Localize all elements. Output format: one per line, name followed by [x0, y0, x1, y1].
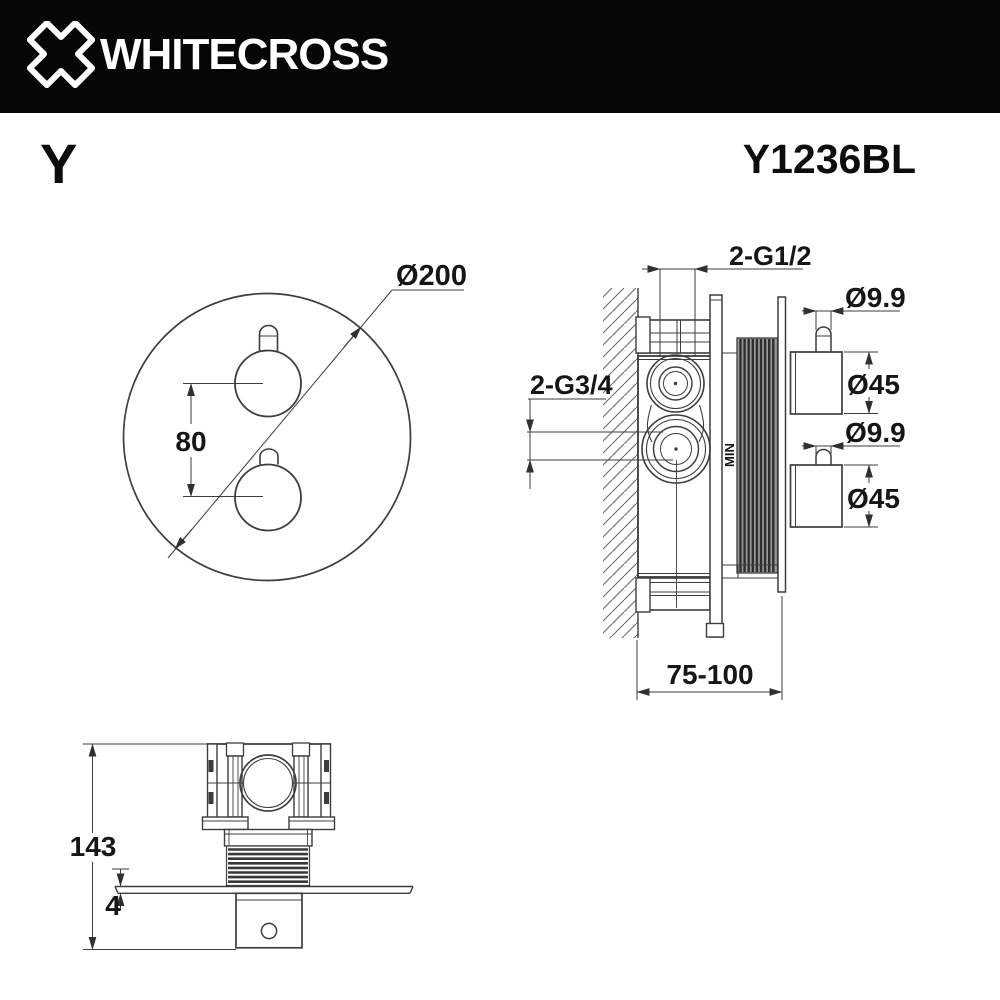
label-wall-depth: 75-100: [666, 659, 754, 690]
brand-name: WHITECROSS: [100, 30, 389, 79]
valve-body: [638, 356, 719, 577]
label-body-height: 143: [69, 831, 117, 862]
trim-plate-bottom: [115, 887, 413, 894]
label-stem-top: Ø9.9: [845, 282, 906, 313]
dim-plate-diameter-leader: [168, 290, 464, 558]
label-handle-top: Ø45: [847, 369, 900, 400]
variant-label: Y: [40, 132, 78, 195]
handle-bottom-front: [235, 465, 301, 531]
label-stem-bottom: Ø9.9: [845, 417, 906, 448]
box-flange: [710, 295, 722, 637]
label-handle-bottom: Ø45: [847, 483, 900, 514]
product-code: Y1236BL: [742, 136, 916, 182]
clamp-teeth: [209, 760, 330, 804]
side-view: [527, 269, 900, 700]
cartridge-circle: [240, 755, 296, 811]
label-plate-diameter: Ø200: [396, 260, 467, 292]
threaded-section-bottom: [227, 846, 310, 886]
handle-bottom-side: [791, 450, 843, 528]
wall-hatch: [603, 288, 638, 638]
trim-plate-side: [778, 297, 786, 592]
handle-top-side: [791, 327, 843, 414]
label-min: MIN: [722, 443, 737, 467]
label-plate-thickness: 4: [105, 890, 121, 921]
handle-hub: [236, 893, 302, 948]
label-outlets: 2-G1/2: [729, 241, 812, 271]
dim-stem-top: [802, 311, 900, 330]
label-handle-spacing: 80: [175, 426, 207, 457]
label-inlets: 2-G3/4: [530, 370, 613, 400]
